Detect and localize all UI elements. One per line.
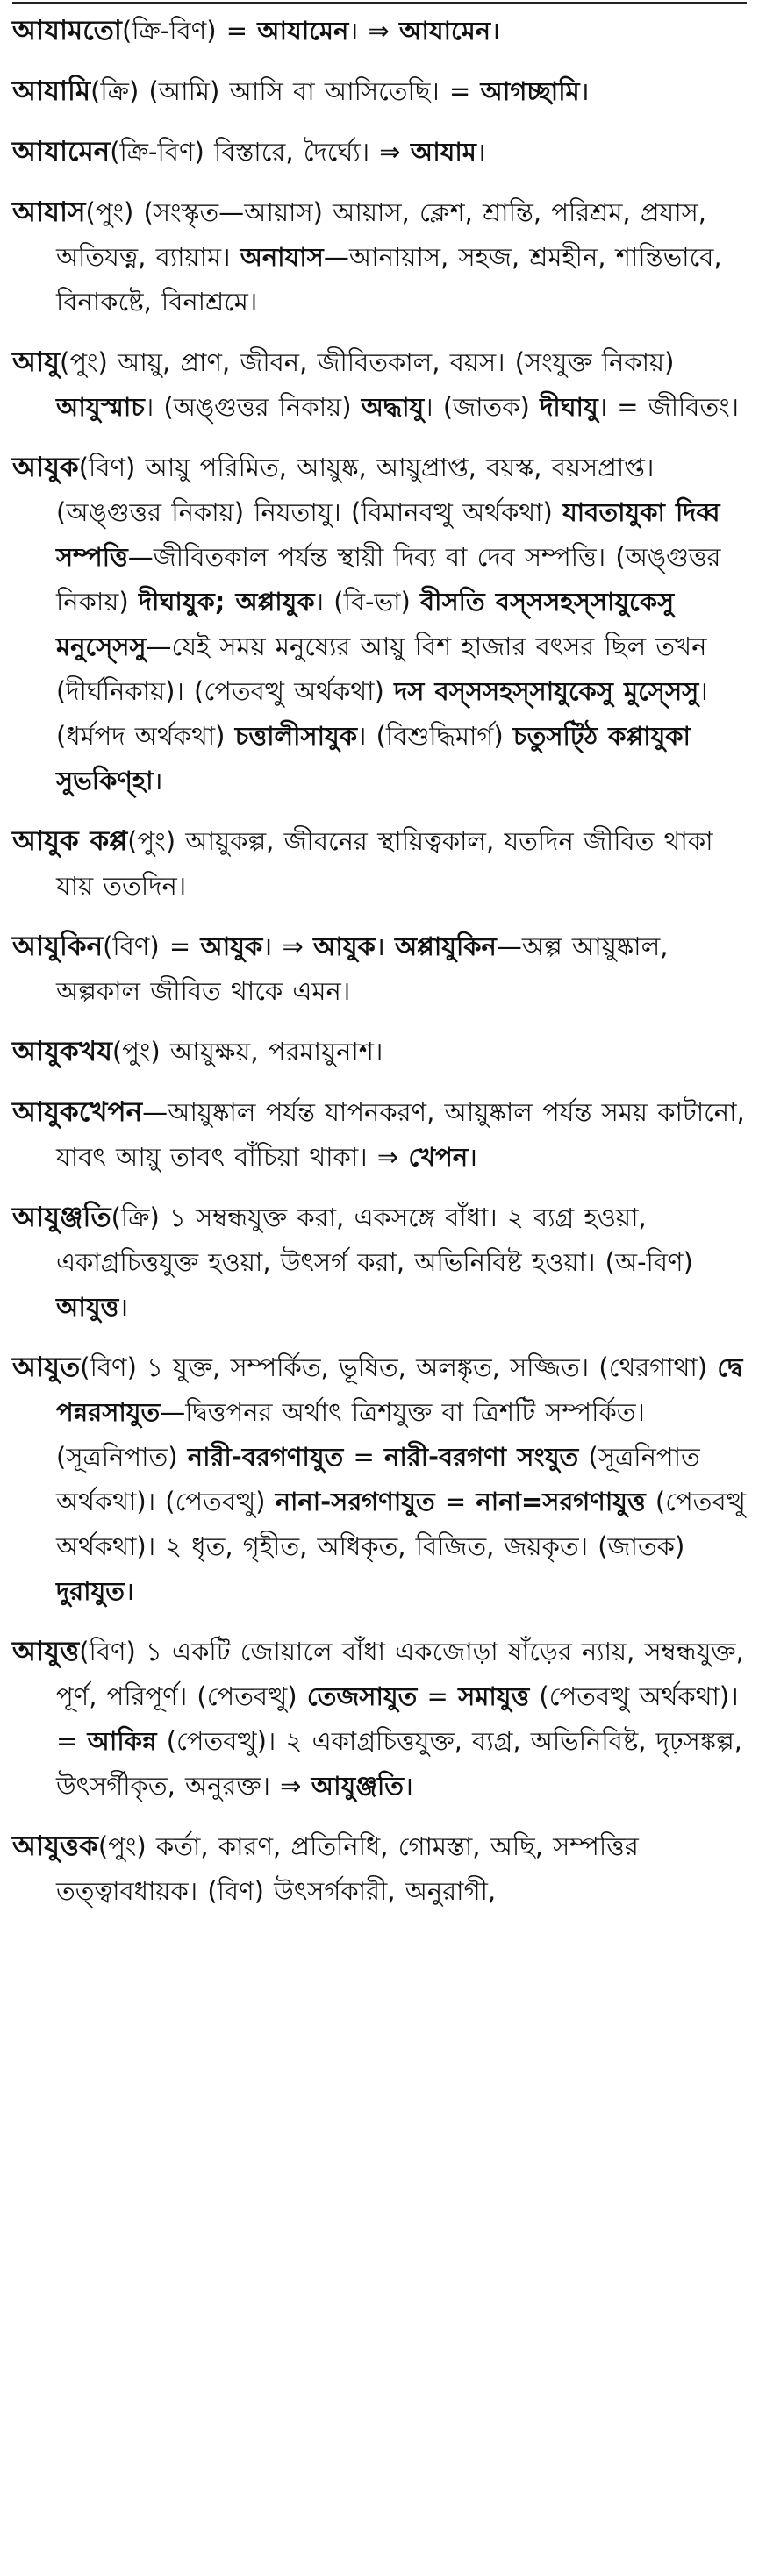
top-rule bbox=[12, 2, 747, 4]
entry-text: —জীবিতকাল পর্যন্ত স্থায়ী দিব্য বা দেব সম্পত্তি। (অঙ্গুত্তর নিকায়) bbox=[56, 542, 721, 617]
entry-text: । bbox=[118, 1292, 129, 1322]
entry-text: (পুং) (সংস্কৃত—আয়াস) আয়াস, ক্লেশ, শ্রান্তি, পরিশ্রম, প্রযাস, অতিযত্ন, ব্যায়াম। bbox=[56, 197, 707, 272]
entry-headword: আযুক কপ্প bbox=[12, 825, 128, 857]
entry-bold-term: আগচ্ছামি bbox=[480, 76, 580, 106]
entry-bold-term: নানা-সরগণাযুত bbox=[275, 1487, 435, 1516]
dictionary-entry bbox=[12, 1630, 747, 1809]
dictionary-entry bbox=[12, 190, 747, 325]
entry-text: —যেই সময় মনুষ্যের আয়ু বিশ হাজার বৎসর ছিল তখন (দীর্ঘনিকায়)। (পেতবত্থু অর্থকথা) bbox=[56, 632, 707, 706]
entry-text: । bbox=[468, 1142, 478, 1172]
dictionary-entry bbox=[12, 1195, 747, 1330]
entry-bold-term: তেজসাযুত bbox=[306, 1681, 418, 1711]
entry-bold-term: আযুক bbox=[312, 931, 376, 961]
entry-bold-term: আযুঞ্জতি bbox=[311, 1771, 405, 1801]
dictionary-entry bbox=[12, 924, 747, 1014]
entry-bold-term: আযুত্ত bbox=[56, 1292, 119, 1322]
entry-bold-term: নানা=সরগণাযুত্ত bbox=[476, 1487, 646, 1516]
entry-bold-term: আযামেন bbox=[399, 16, 491, 46]
entry-bold-term: আকিন্ন bbox=[87, 1726, 157, 1756]
dictionary-entry bbox=[12, 1030, 747, 1074]
dictionary-entry bbox=[12, 9, 747, 54]
entry-text: । (বিশুদ্ধিমার্গ) bbox=[357, 721, 513, 751]
entry-text: (পুং) আয়ুকল্প, জীবনের স্থায়িত্বকাল, যতদিন জীবিত থাকা যায় ততদিন। bbox=[56, 826, 713, 901]
entry-bold-term: আযাম bbox=[410, 137, 476, 167]
entry-text: (ক্রি-বিণ) = bbox=[121, 16, 258, 46]
entry-text: । (ধর্মপদ অর্থকথা) bbox=[56, 676, 708, 751]
entry-text: । bbox=[404, 1771, 414, 1801]
entry-headword: আযুকখয bbox=[12, 1036, 112, 1067]
dictionary-entry bbox=[12, 1345, 747, 1614]
entry-text: (বিণ) আয়ু পরিমিত, আয়ুষ্ক, আয়ুপ্রাপ্ত, বয়স্ক, বয়সপ্রাপ্ত। (অঙ্গুত্তর নিকায়) নিযতাযু। (বিমানবত্থু অর্থকথা) bbox=[56, 453, 655, 527]
entry-list bbox=[12, 9, 747, 1914]
entry-bold-term: খেপন bbox=[408, 1142, 469, 1172]
entry-text: । (বি-ভা) bbox=[314, 587, 421, 617]
entry-headword: আযুত bbox=[12, 1352, 81, 1383]
entry-headword: আযামতো bbox=[12, 15, 122, 46]
entry-headword: আযু bbox=[12, 346, 61, 378]
entry-bold-term: নারী-বরগণাযুত bbox=[187, 1442, 344, 1472]
entry-text: । bbox=[125, 1576, 135, 1606]
entry-text: (ক্রি) ১ সম্বন্ধযুক্ত করা, একসঙ্গে বাঁধা। ২ ব্যগ্র হওয়া, একাগ্রচিত্তযুক্ত হওয়া, উৎসর্গ করা, অভিনিবিষ্ট হওয়া। (অ-বিণ) bbox=[56, 1202, 693, 1277]
entry-text: । bbox=[153, 766, 163, 796]
entry-text: । = জীবিতং। bbox=[598, 392, 740, 422]
entry-text: । (অঙ্গুত্তর নিকায়) bbox=[144, 392, 362, 422]
dictionary-entry bbox=[12, 446, 747, 803]
entry-text: —আয়ুষ্কাল পর্যন্ত যাপনকরণ, আয়ুষ্কাল পর্যন্ত সময় কাটানো, যাবৎ আয়ু তাবৎ বাঁচিয়া থাকা। ⇒ bbox=[56, 1097, 745, 1172]
entry-bold-term: দস বস্সসহস্সাযুকেসু মুস্সেসু bbox=[394, 676, 699, 706]
entry-headword: আযুত্ত bbox=[12, 1636, 80, 1667]
entry-bold-term: অদ্ধাযু bbox=[361, 392, 425, 422]
entry-bold-term: দুরাযুত bbox=[56, 1576, 125, 1606]
entry-text: = bbox=[343, 1442, 385, 1472]
entry-headword: আযাস bbox=[12, 196, 86, 228]
entry-bold-term: অপ্পাযুকিন bbox=[395, 931, 497, 961]
dictionary-entry bbox=[12, 130, 747, 175]
entry-text: (পুং) আয়ু, প্রাণ, জীবন, জীবিতকাল, বয়স। (সংযুক্ত নিকায়) bbox=[60, 347, 675, 377]
dictionary-entry bbox=[12, 340, 747, 430]
entry-text: (বিণ) ১ যুক্ত, সম্পর্কিত, ভূষিত, অলঙ্কৃত, সজ্জিত। (থেরগাথা) bbox=[80, 1352, 718, 1382]
entry-text: । bbox=[490, 16, 501, 46]
entry-text: । bbox=[579, 76, 590, 106]
entry-bold-term: দীঘাযুক; অপ্পাযুক bbox=[138, 587, 315, 617]
dictionary-entry bbox=[12, 69, 747, 114]
entry-bold-term: দ্বে পন্নরসাযুত bbox=[56, 1352, 743, 1427]
entry-text: (বিণ) = bbox=[103, 931, 201, 961]
entry-text: —দ্বিত্তপনর অর্থাৎ ত্রিশযুক্ত বা ত্রিশটি সম্পর্কিত। (সূত্রনিপাত) bbox=[56, 1397, 645, 1472]
entry-text: । (জাতক) bbox=[424, 392, 541, 422]
entry-text: । ⇒ bbox=[262, 931, 313, 961]
entry-headword: আযুকখেপন bbox=[12, 1096, 143, 1128]
entry-text: (পেতবত্থু)। ২ একাগ্রচিত্তযুক্ত, ব্যগ্র, অভিনিবিষ্ট, দৃঢ়সঙ্কল্প, উৎসর্গীকৃত, অনুরক্ত। ⇒ bbox=[56, 1726, 742, 1801]
entry-headword: আযুকিন bbox=[12, 931, 104, 962]
entry-text: । ⇒ bbox=[348, 16, 400, 46]
entry-text: । bbox=[476, 137, 486, 167]
entry-text: (পুং) আয়ুক্ষয়, পরমায়ুনাশ। bbox=[111, 1037, 383, 1067]
entry-text: = bbox=[417, 1681, 459, 1711]
entry-text: (পেতবত্থু অর্থকথা)। ২ ধৃত, গৃহীত, অধিকৃত, বিজিত, জয়কৃত। (জাতক) bbox=[56, 1487, 746, 1561]
entry-bold-term: আযামেন bbox=[257, 16, 349, 46]
entry-bold-term: নারী-বরগণা সংযুত bbox=[384, 1442, 579, 1472]
dictionary-entry bbox=[12, 1824, 747, 1914]
entry-bold-term: দীঘাযু bbox=[540, 392, 598, 422]
entry-bold-term: অনাযাস bbox=[240, 242, 324, 272]
entry-text: (ক্রি) (আমি) আসি বা আসিতেছি। = bbox=[90, 76, 481, 106]
entry-headword: আযুত্তক bbox=[12, 1830, 98, 1862]
entry-headword: আযুক bbox=[12, 452, 79, 483]
dictionary-entry bbox=[12, 1090, 747, 1180]
entry-text: (পেতবত্থু অর্থকথা)। = bbox=[56, 1681, 739, 1756]
entry-headword: আযুঞ্জতি bbox=[12, 1202, 111, 1233]
entry-bold-term: আযুস্মাচ bbox=[56, 392, 145, 422]
entry-bold-term: বীসতি বস্সসহস্সাযুকেসু মনুস্সেসু bbox=[56, 587, 675, 661]
entry-bold-term: চতুসট্ঠি কপ্পাযুকা সুভকিণ্হা bbox=[56, 721, 691, 796]
entry-text: —আনায়াস, সহজ, শ্রমহীন, শান্তিভাবে, বিনাকষ্টে, বিনাশ্রমে। bbox=[56, 242, 722, 317]
entry-text: (সূত্রনিপাত অর্থকথা)। (পেতবত্থু) bbox=[56, 1442, 700, 1516]
entry-bold-term: সমাযুত্ত bbox=[458, 1681, 530, 1711]
entry-text: = bbox=[434, 1487, 476, 1516]
entry-bold-term: যাবতাযুকা দিব্ব সম্পত্তি bbox=[56, 497, 720, 572]
entry-text: । bbox=[375, 931, 396, 961]
entry-text: (পুং) কর্তা, কারণ, প্রতিনিধি, গোমস্তা, অছি, সম্পত্তির তত্ত্বাবধায়ক। (বিণ) উৎসর্গকারী, অনুরাগী, bbox=[56, 1831, 639, 1906]
dictionary-entry bbox=[12, 819, 747, 909]
entry-text: (ক্রি-বিণ) বিস্তারে, দৈর্ঘ্যে। ⇒ bbox=[110, 137, 411, 167]
entry-bold-term: আযুক bbox=[200, 931, 263, 961]
entry-text: (বিণ) ১ একটি জোয়ালে বাঁধা একজোড়া ষাঁড়ের ন্যায়, সম্বন্ধযুক্ত, পূর্ণ, পরিপূর্ণ। (পেতবত্থু) bbox=[56, 1637, 744, 1711]
entry-text: —অল্প আয়ুষ্কাল, অল্পকাল জীবিত থাকে এমন। bbox=[56, 931, 669, 1006]
entry-headword: আযামি bbox=[12, 75, 91, 107]
entry-bold-term: চত্তালীসাযুক bbox=[234, 721, 357, 751]
entry-headword: আযামেন bbox=[12, 136, 111, 168]
